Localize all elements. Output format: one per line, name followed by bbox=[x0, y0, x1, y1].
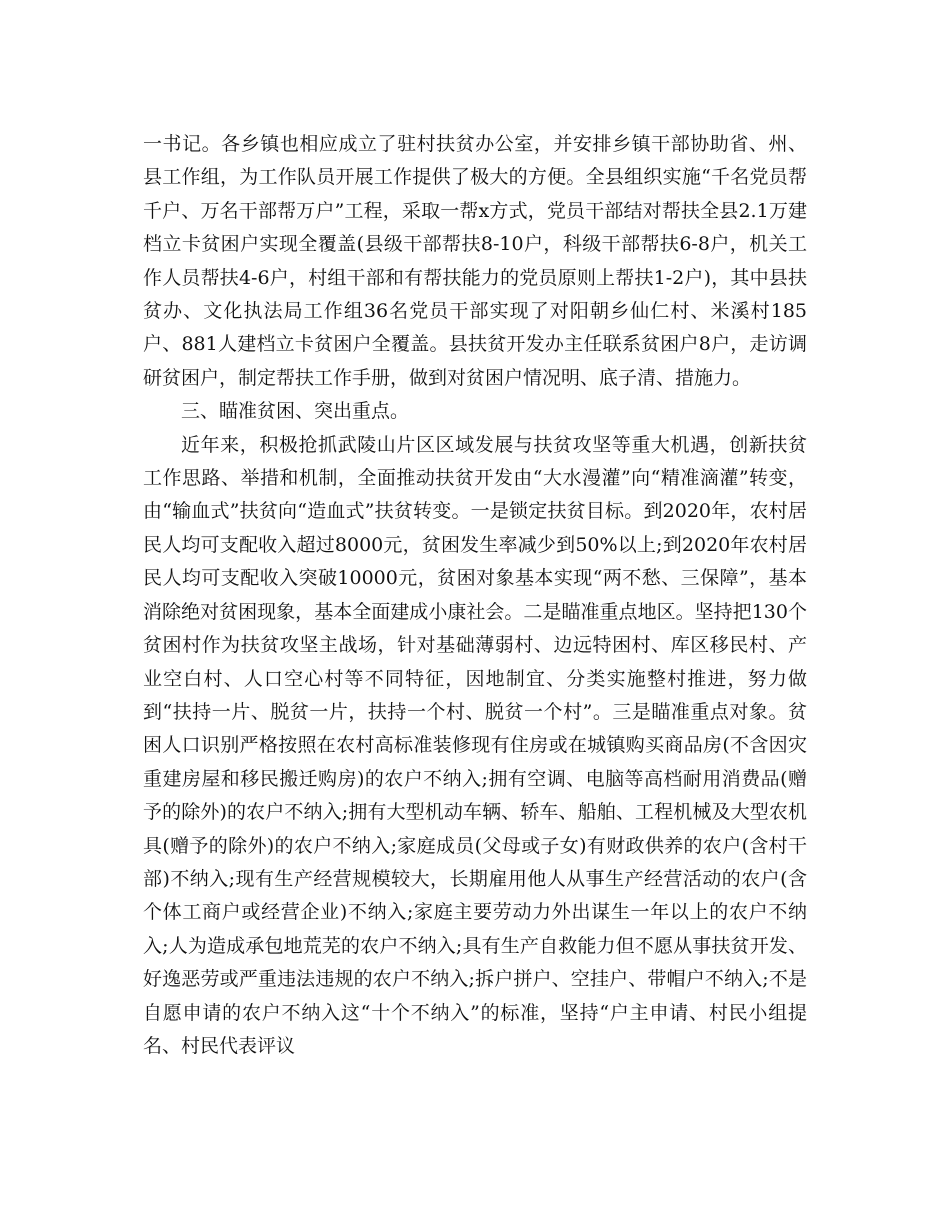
section-heading: 三、瞄准贫困、突出重点。 bbox=[181, 400, 410, 423]
paragraph-targeting: 近年来，积极抢抓武陵山片区区域发展与扶贫攻坚等重大机遇，创新扶贫工作思路、举措和机制，全面推动扶贫开发由“大水漫灌”向“精准滴灌”转变，由“输血式”扶贫向“造血式”扶贫转变。一是锁定扶贫目标。到2020年，农村居民人均可支配收入超过8000元，贫困发生率减少到50%以上;到2020年农村居民人均可支配收入突破10000元，贫困对象基本实现“两不愁、三保障”，基本消除绝对贫困现象，基本全面建成小康社会。二是瞄准重点地区。坚持把130个贫困村作为扶贫攻坚主战场，针对基础薄弱村、边远特困村、库区移民村、产业空白村、人口空心村等不同特征，因地制宜、分类实施整村推进，努力做到“扶持一片、脱贫一片，扶持一个村、脱贫一个村”。三是瞄准重点对象。贫困人口识别严格按照在农村高标准装修现有住房或在城镇购买商品房(不含因灾重建房屋和移民搬迁购房)的农户不纳入;拥有空调、电脑等高档耐用消费品(赠予的除外)的农户不纳入;拥有大型机动车辆、轿车、船舶、工程机械及大型农机具(赠予的除外)的农户不纳入;家庭成员(父母或子女)有财政供养的农户(含村干部)不纳入;现有生产经营规模较大，长期雇用他人从事生产经营活动的农户(含个体工商户或经营企业)不纳入;家庭主要劳动力外出谋生一年以上的农户不纳入;人为造成承包地荒芜的农户不纳入;具有生产自救能力但不愿从事扶贫开发、好逸恶劳或严重违法违规的农户不纳入;拆户拼户、空挂户、带帽户不纳入;不是自愿申请的农户不纳入这“十个不纳入”的标准，坚持“户主申请、村民小组提名、村民代表评议 bbox=[143, 433, 807, 1057]
document-page bbox=[143, 128, 807, 1063]
paragraph-work-groups: 一书记。各乡镇也相应成立了驻村扶贫办公室，并安排乡镇干部协助省、州、县工作组，为工作队员开展工作提供了极大的方便。全县组织实施“千名党员帮千户、万名干部帮万户”工程，采取一帮x方式，党员干部结对帮扶全县2.1万建档立卡贫困户实现全覆盖(县级干部帮扶8-10户，科级干部帮扶6-8户，机关工作人员帮扶4-6户，村组干部和有帮扶能力的党员原则上帮扶1-2户)，其中县扶贫办、文化执法局工作组36名党员干部实现了对阳朝乡仙仁村、米溪村185户、881人建档立卡贫困户全覆盖。县扶贫开发办主任联系贫困户8户，走访调研贫困户，制定帮扶工作手册，做到对贫困户情况明、底子清、措施力。 bbox=[143, 133, 807, 389]
